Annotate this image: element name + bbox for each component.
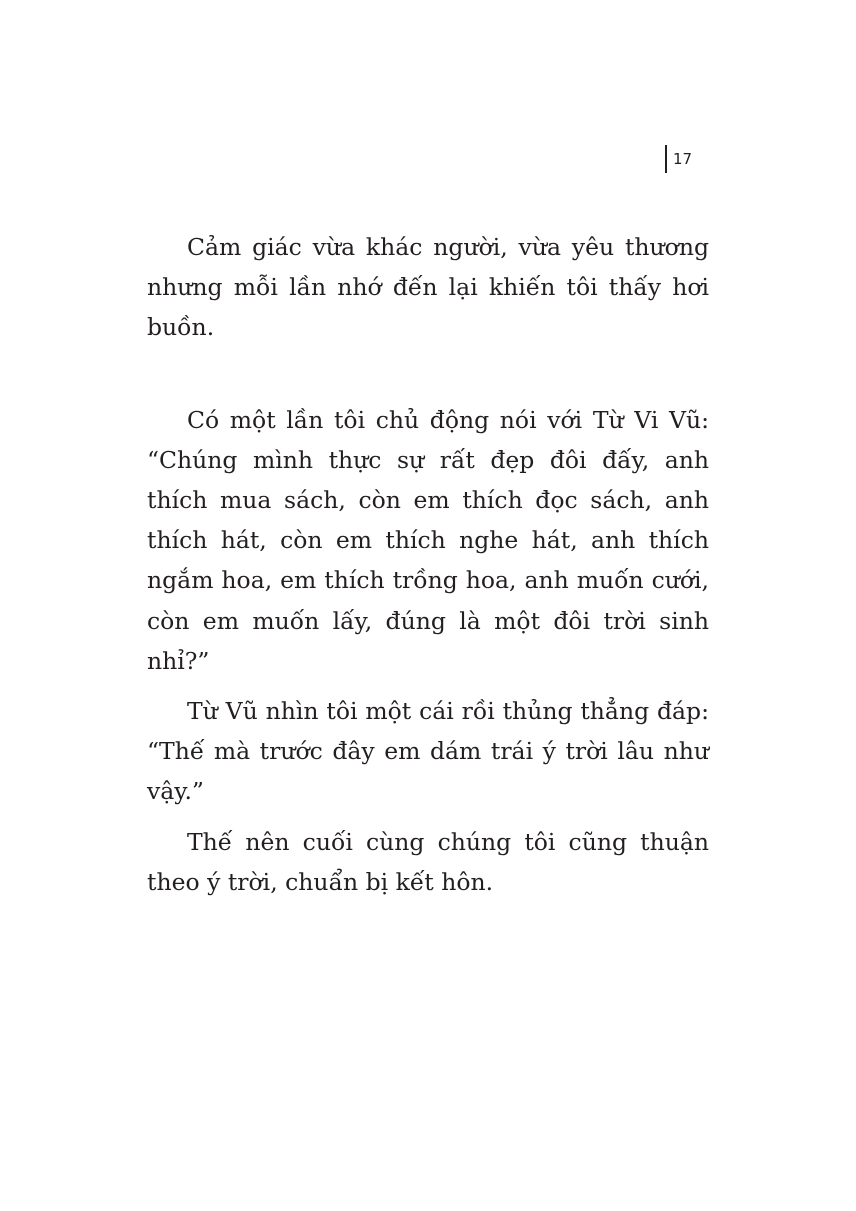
page-header — [665, 145, 692, 173]
page-number: 17 — [673, 150, 693, 168]
paragraph-3: Từ Vũ nhìn tôi một cái rồi thủng thẳng đáp: “Thế mà trước đây em dám trái ý trời lâu như vậy.” — [147, 697, 709, 806]
paragraph-2: Có một lần tôi chủ động nói với Từ Vi Vũ: “Chúng mình thực sự rất đẹp đôi đấy, anh thích mua sách, còn em thích đọc sách, anh thích hát, còn em thích nghe hát, anh thích ngắm hoa, em thích trồng hoa, anh muốn cưới, còn em muốn lấy, đúng là một đôi trời sinh nhỉ?” — [147, 405, 709, 675]
body-text — [147, 227, 709, 902]
page-number-rule — [665, 145, 667, 173]
paragraph-1: Cảm giác vừa khác người, vừa yêu thương nhưng mỗi lần nhớ đến lại khiến tôi thấy hơi buồn. — [147, 233, 709, 342]
paragraph-4: Thế nên cuối cùng chúng tôi cũng thuận theo ý trời, chuẩn bị kết hôn. — [147, 827, 709, 896]
